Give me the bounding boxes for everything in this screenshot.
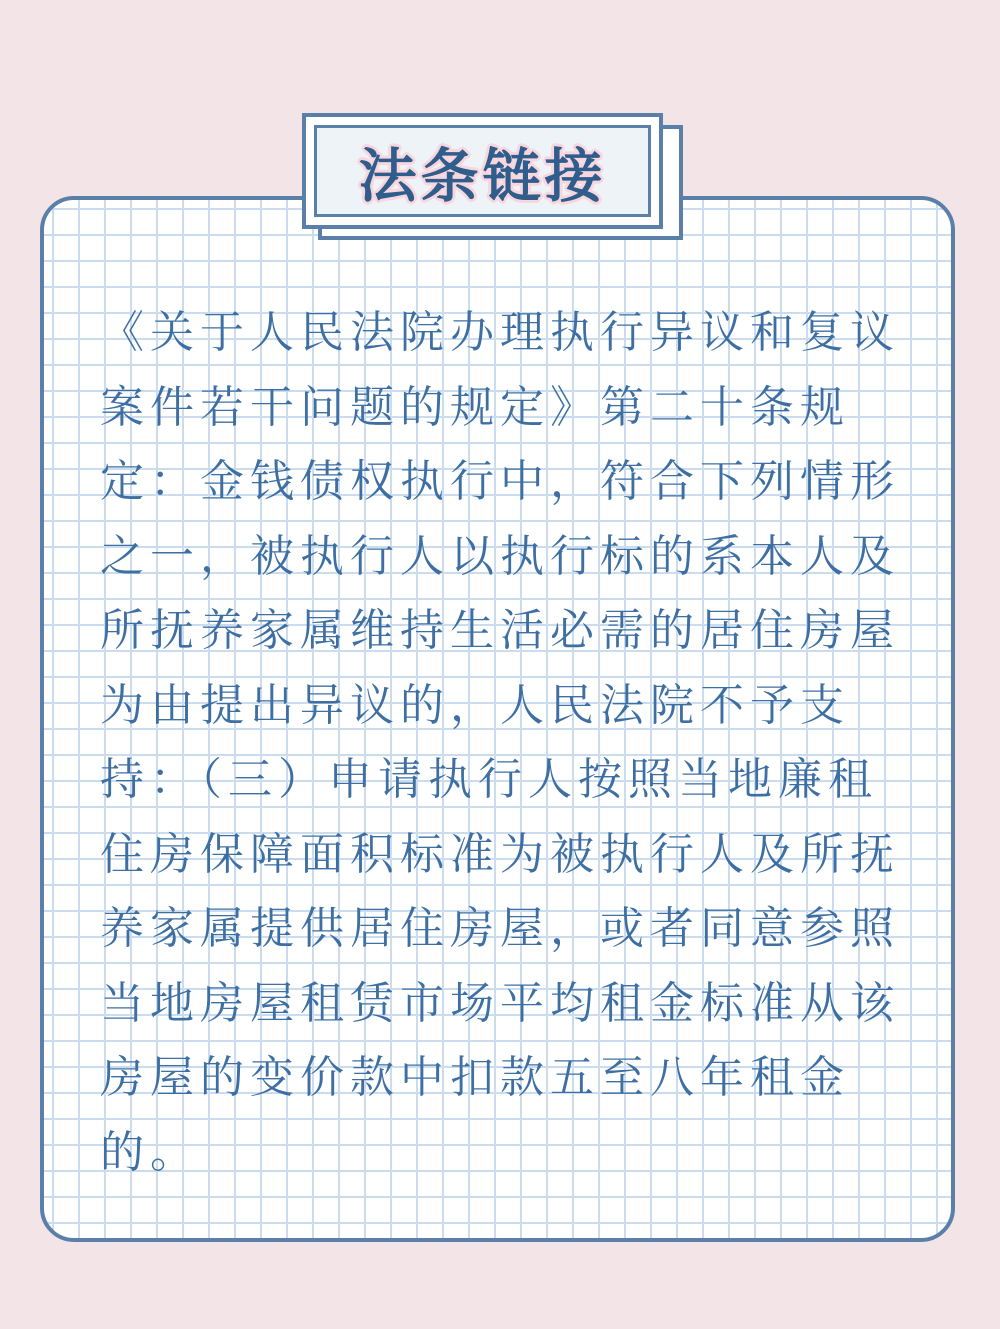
title-inner-frame xyxy=(314,125,651,217)
page-title: 法条链接 xyxy=(358,142,607,210)
law-article-text: 《关于人民法院办理执行异议和复议 案件若干问题的规定》第二十条规 定：金钱债权执行中，符合下列情形 之一，被执行人以执行标的系本人及 所抚养家属维持生活必需的居住房屋 为由提出异议的，人民法院不予支 持：（三）申请执行人按照当地廉租 住房保障面积标准为被执行人及所抚 养家属提供居住房屋，或者同意参照 当地房屋租赁市场平均租金标准从该 房屋的变价款中扣款五至八年租金 的。 xyxy=(100,307,900,1178)
title-box xyxy=(302,113,663,229)
